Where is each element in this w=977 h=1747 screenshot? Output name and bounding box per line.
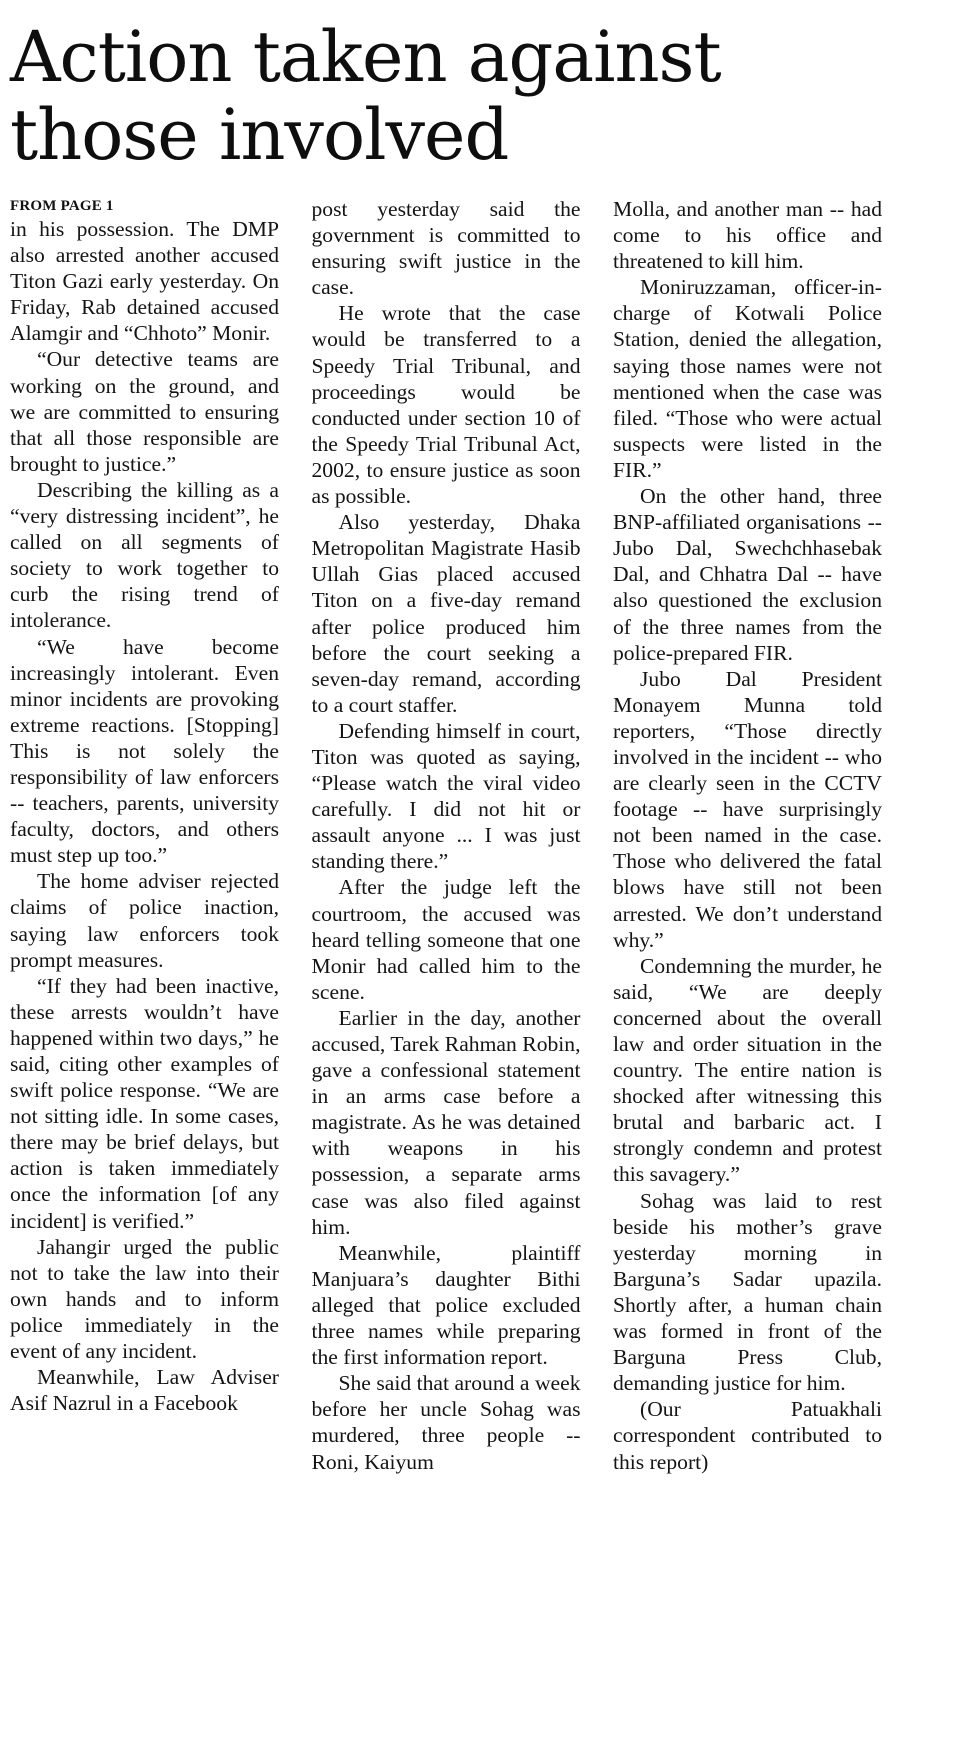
- column-2: [312, 196, 581, 1741]
- paragraph: Describing the killing as a “very distressing incident”, he called on all segments of society to work together to curb the rising trend of intolerance.: [10, 477, 279, 633]
- paragraph: Sohag was laid to rest beside his mother’s grave yesterday morning in Barguna’s Sadar upazila. Shortly after, a human chain was formed in front of the Barguna Press Club, demanding justice for him.: [613, 1188, 882, 1396]
- paragraph: “If they had been inactive, these arrests wouldn’t have happened within two days,” he said, citing other examples of swift police response. “We are not sitting idle. In some cases, there may be brief delays, but action is taken immediately once the information [of any incident] is verified.”: [10, 973, 279, 1233]
- paragraph: Jahangir urged the public not to take the law into their own hands and to inform police immediately in the event of any incident.: [10, 1234, 279, 1364]
- headline-line-2: those involved: [10, 94, 509, 176]
- article-body: [10, 196, 882, 1741]
- paragraph: After the judge left the courtroom, the accused was heard telling someone that one Monir had called him to the scene.: [311, 875, 581, 1004]
- paragraph: post yesterday said the government is committed to ensuring swift justice in the case.: [311, 197, 581, 300]
- headline: [10, 18, 910, 174]
- paragraph: Earlier in the day, another accused, Tarek Rahman Robin, gave a confessional statement in an arms case before a magistrate. As he was detained with weapons in his possession, a separate arms case was also filed against him.: [311, 1005, 581, 1239]
- paragraph: The home adviser rejected claims of police inaction, saying law enforcers took prompt measures.: [10, 869, 279, 972]
- paragraph: “We have become increasingly intolerant. Even minor incidents are provoking extreme reactions. [Stopping] This is not solely the responsibility of law enforcers -- teachers, parents, university faculty, doctors, and others must step up too.”: [10, 634, 279, 868]
- dateline: FROM PAGE 1: [10, 198, 114, 214]
- paragraph: On the other hand, three BNP-affiliated organisations -- Jubo Dal, Swechchhasebak Dal, and Chhatra Dal -- have also questioned the exclusion of the three names from the police-prepared FIR.: [613, 484, 882, 665]
- paragraph: She said that around a week before her uncle Sohag was murdered, three people -- Roni, Kaiyum: [311, 1371, 581, 1474]
- paragraph: (Our Patuakhali correspondent contributed to this report): [613, 1397, 882, 1474]
- paragraph: Jubo Dal President Monayem Munna told reporters, “Those directly involved in the incident -- who are clearly seen in the CCTV footage -- have surprisingly not been named in the case. Those who delivered the fatal blows have still not been arrested. We don’t understand why.”: [613, 666, 882, 952]
- column-1: [10, 196, 279, 1741]
- paragraph: Also yesterday, Dhaka Metropolitan Magistrate Hasib Ullah Gias placed accused Titon on a five-day remand after police produced him before the court seeking a seven-day remand, according to a court staffer.: [311, 510, 581, 717]
- paragraph: “Our detective teams are working on the ground, and we are committed to ensuring that all those responsible are brought to justice.”: [10, 347, 279, 476]
- paragraph: in his possession. The DMP also arrested another accused Titon Gazi early yesterday. On Friday, Rab detained accused Alamgir and “Chhoto” Monir.: [10, 217, 279, 346]
- paragraph: Condemning the murder, he said, “We are deeply concerned about the overall law and order situation in the country. The entire nation is shocked after witnessing this brutal and barbaric act. I strongly condemn and protest this savagery.”: [613, 953, 882, 1187]
- column-3: [613, 196, 882, 1741]
- paragraph: Defending himself in court, Titon was quoted as saying, “Please watch the viral video carefully. I did not hit or assault anyone ... I was just standing there.”: [311, 718, 581, 874]
- paragraph: Moniruzzaman, officer-in-charge of Kotwali Police Station, denied the allegation, saying those names were not mentioned when the case was filed. “Those who were actual suspects were listed in the FIR.”: [613, 275, 882, 482]
- paragraph: Molla, and another man -- had come to his office and threatened to kill him.: [613, 197, 882, 274]
- paragraph: He wrote that the case would be transferred to a Speedy Trial Tribunal, and proceedings would be conducted under section 10 of the Speedy Trial Tribunal Act, 2002, to ensure justice as soon as possible.: [311, 301, 581, 509]
- paragraph: Meanwhile, plaintiff Manjuara’s daughter Bithi alleged that police excluded three names while preparing the first information report.: [311, 1240, 581, 1370]
- paragraph: Meanwhile, Law Adviser Asif Nazrul in a Facebook: [10, 1365, 279, 1416]
- headline-line-1: Action taken against: [10, 16, 721, 98]
